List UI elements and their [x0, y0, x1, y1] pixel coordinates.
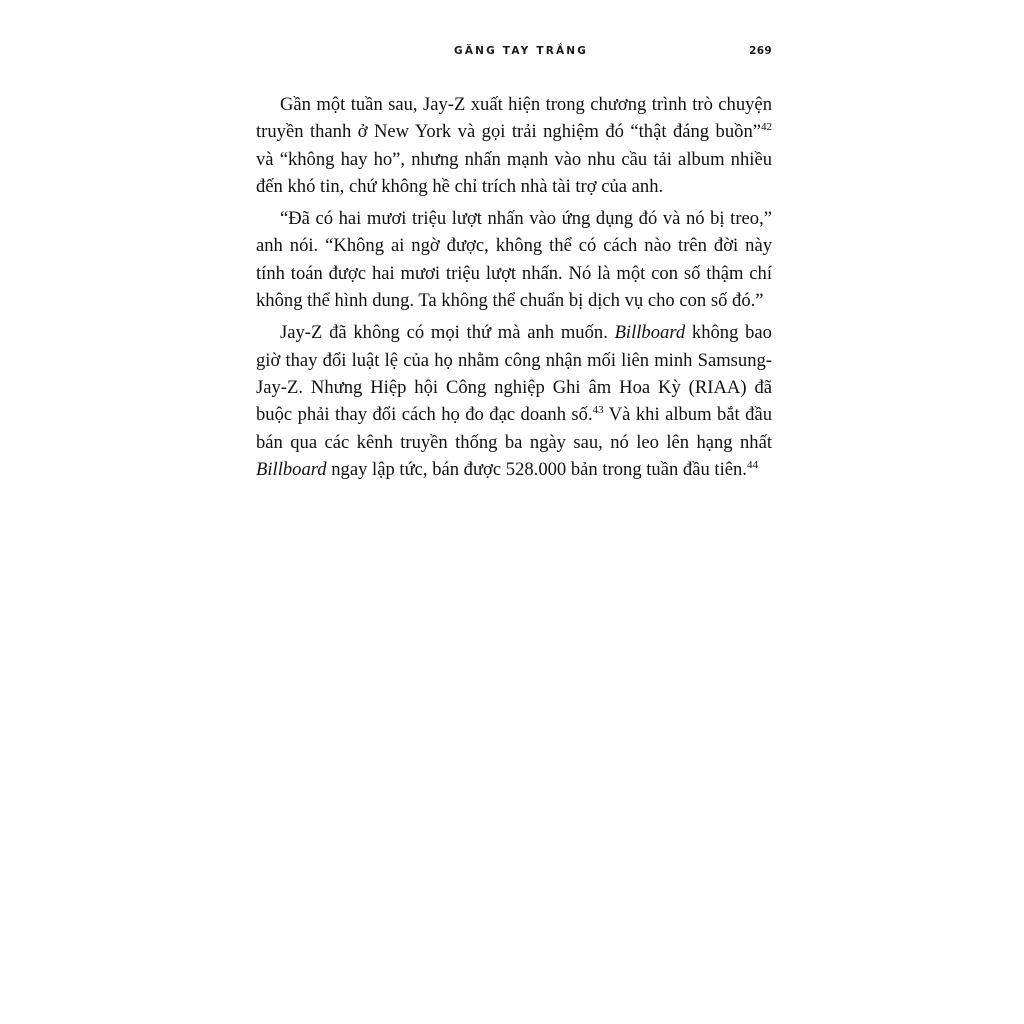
- paragraph-3-text-c: Và khi album bắt đầu bán qua các kênh truyền thống ba ngày sau, nó leo lên hạng nhất: [256, 404, 772, 453]
- paragraph-2-text: “Đã có hai mươi triệu lượt nhấn vào ứng dụng đó và nó bị treo,” anh nói. “Không ai ngờ được, không thể có cách nào trên đời này tính toán được hai mươi triệu lượt nhấn. Nó là một con số thậm chí không thể hình dung. Ta không thể chuẩn bị dịch vụ cho con số đó.”: [256, 208, 772, 312]
- endnote-ref-44: 44: [746, 458, 758, 471]
- paragraph-1: [256, 91, 772, 200]
- paragraph-1-text-b: và “không hay ho”, nhưng nhấn mạnh vào nhu cầu tải album nhiều đến khó tin, chứ không hề chỉ trích nhà tài trợ của anh.: [256, 148, 772, 197]
- paragraph-3-italic-billboard-1: Billboard: [614, 322, 686, 344]
- endnote-ref-43: 43: [592, 404, 604, 417]
- endnote-ref-42: 42: [761, 121, 772, 134]
- body-text: [256, 91, 772, 483]
- paragraph-3-italic-billboard-2: Billboard: [256, 458, 327, 480]
- running-title: GĂNG TAY TRẮNG: [454, 45, 589, 57]
- paragraph-2: [256, 205, 772, 314]
- paragraph-3: [256, 319, 772, 483]
- paragraph-1-text-a: Gần một tuần sau, Jay-Z xuất hiện trong chương trình trò chuyện truyền thanh ở New York và gọi trải nghiệm đó “thật đáng buồn”: [256, 94, 772, 143]
- running-head: [256, 45, 772, 61]
- paragraph-3-text-d: ngay lập tức, bán được 528.000 bản trong tuần đầu tiên.: [326, 458, 747, 480]
- page-number: 269: [749, 45, 772, 57]
- paragraph-3-text-b: không bao giờ thay đổi luật lệ của họ nhằm công nhận mối liên minh Samsung-Jay-Z. Nhưng Hiệp hội Công nghiệp Ghi âm Hoa Kỳ (RIAA) đã buộc phải thay đổi cách họ đo đạc doanh số.: [256, 322, 772, 426]
- paragraph-3-text-a: Jay-Z đã không có mọi thứ mà anh muốn.: [280, 322, 615, 344]
